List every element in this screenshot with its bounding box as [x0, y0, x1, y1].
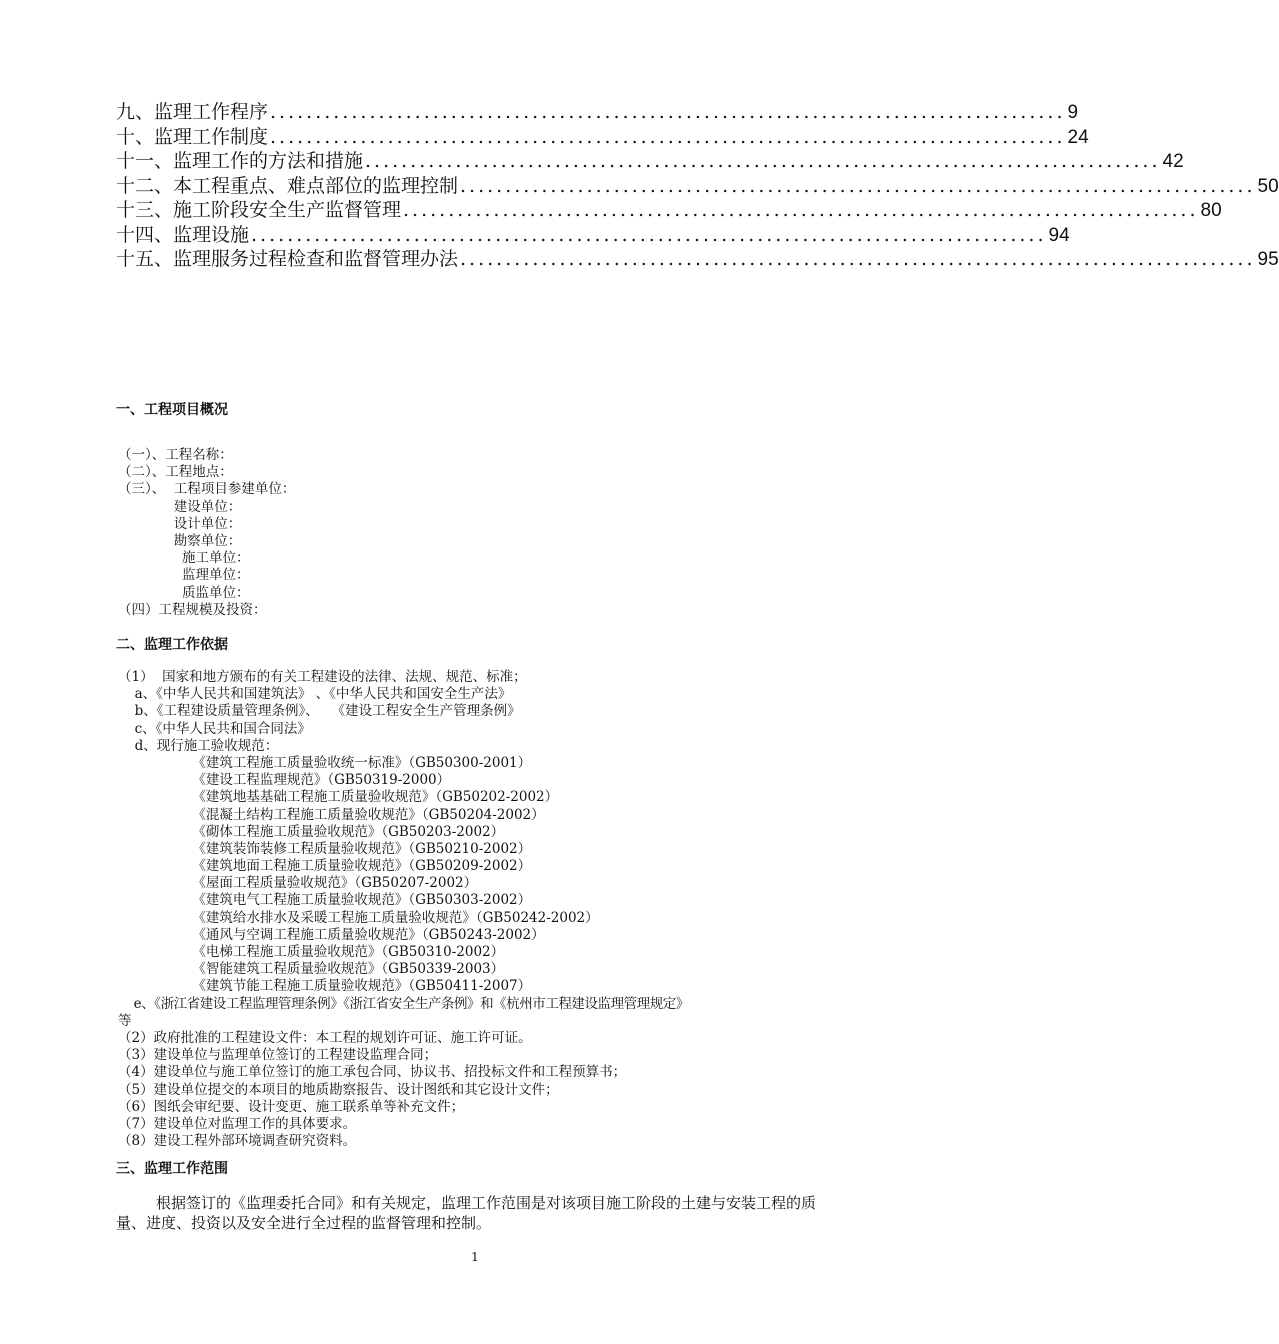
list-item: d、现行施工验收规范：: [126, 737, 279, 754]
list-item: 《建筑工程施工质量验收统一标准》（GB50300-2001）: [158, 754, 532, 771]
list-item: 《建筑给水排水及采暖工程施工质量验收规范》（GB50242-2002）: [158, 909, 599, 926]
list-item: 《屋面工程质量验收规范》（GB50207-2002）: [158, 875, 478, 892]
list-item: 《建筑地基基础工程施工质量验收规范》（GB50202-2002）: [158, 789, 559, 806]
list-item: 监理单位：: [152, 567, 250, 584]
list-item: 《建筑电气工程施工质量验收规范》（GB50303-2002）: [158, 892, 532, 909]
list-item: c、《中华人民共和国合同法》: [126, 720, 311, 737]
section-heading: 一、工程项目概况: [116, 402, 228, 418]
list-item: 等: [118, 1012, 132, 1029]
list-item: 《砌体工程施工质量验收规范》（GB50203-2002）: [158, 823, 505, 840]
toc-entry[interactable]: [116, 198, 1222, 223]
toc-leader-dots: ........................................................................................: [403, 199, 1199, 221]
toc-entry-title: 十三、施工阶段安全生产监督管理: [116, 199, 402, 221]
list-item: （7）建设单位对监理工作的具体要求。: [118, 1115, 357, 1132]
list-item: a、《中华人民共和国建筑法》 、《中华人民共和国安全生产法》: [126, 686, 512, 703]
list-item: 勘察单位：: [148, 532, 242, 549]
toc-entry-page: 80: [1200, 200, 1222, 221]
list-item: 《通风与空调工程施工质量验收规范》（GB50243-2002）: [158, 926, 545, 943]
toc-entry[interactable]: [116, 149, 1184, 174]
list-item: 《建筑节能工程施工质量验收规范》（GB50411-2007）: [158, 978, 532, 995]
list-item: 施工单位：: [152, 550, 250, 567]
list-item: （5）建设单位提交的本项目的地质勘察报告、设计图纸和其它设计文件；: [118, 1081, 559, 1098]
toc-entry-title: 十二、本工程重点、难点部位的监理控制: [116, 174, 459, 197]
list-item: （四）工程规模及投资：: [118, 601, 267, 618]
list-item: （6）图纸会审纪要、设计变更、施工联系单等补充文件；: [118, 1098, 465, 1115]
toc-entry-title: 十、监理工作制度: [116, 125, 269, 148]
toc-entry[interactable]: [116, 125, 1089, 150]
toc-entry-page: 95: [1257, 249, 1279, 270]
toc-entry[interactable]: [116, 174, 1279, 199]
toc-entry-title: 九、监理工作程序: [116, 101, 269, 123]
list-item: 《智能建筑工程质量验收规范》（GB50339-2003）: [158, 961, 505, 978]
toc-entry-title: 十四、监理设施: [116, 223, 250, 246]
toc-leader-dots: ........................................................................................: [251, 223, 1047, 246]
list-item: （一）、工程名称：: [118, 447, 233, 463]
toc-entry-page: 50: [1257, 175, 1279, 197]
toc-leader-dots: ........................................................................................: [270, 125, 1066, 148]
list-item: 《建设工程监理规范》（GB50319-2000）: [158, 772, 451, 789]
list-item: e、《浙江省建设工程监理管理条例》《浙江省安全生产条例》和《杭州市工程建设监理管理规定》: [126, 995, 689, 1012]
page-number: 1: [471, 1250, 479, 1264]
list-item: 《混凝土结构工程施工质量验收规范》（GB50204-2002）: [158, 806, 545, 823]
list-item: （4）建设单位与施工单位签订的施工承包合同、协议书、招投标文件和工程预算书；: [118, 1064, 627, 1081]
scope-paragraph: [116, 1193, 832, 1233]
toc-entry[interactable]: [116, 247, 1279, 272]
list-item: （三）、 工程项目参建单位：: [118, 481, 296, 498]
toc-leader-dots: ........................................................................................: [270, 101, 1066, 123]
toc-entry[interactable]: [116, 223, 1070, 248]
list-item: 《建筑装饰装修工程质量验收规范》（GB50210-2002）: [158, 840, 532, 857]
toc-entry-page: 9: [1067, 102, 1079, 123]
list-item: （1） 国家和地方颁布的有关工程建设的法律、法规、规范、标准；: [118, 669, 527, 685]
list-item: 建设单位：: [148, 498, 242, 515]
toc-entry-page: 42: [1162, 151, 1184, 172]
toc-entry-page: 94: [1048, 224, 1070, 246]
toc-entry-title: 十五、监理服务过程检查和监督管理办法: [116, 248, 459, 270]
section-heading: 二、监理工作依据: [116, 637, 228, 653]
list-item: （二）、工程地点：: [118, 464, 233, 481]
basis-list: [118, 669, 689, 1150]
toc-entry[interactable]: [116, 100, 1079, 125]
toc-leader-dots: ........................................................................................: [460, 248, 1256, 270]
list-item: 设计单位：: [148, 515, 242, 532]
list-item: （3）建设单位与监理单位签订的工程建设监理合同；: [118, 1047, 438, 1064]
list-item: 质监单位：: [152, 584, 250, 601]
toc-entry-page: 24: [1067, 126, 1089, 148]
list-item: 《电梯工程施工质量验收规范》（GB50310-2002）: [158, 944, 505, 960]
list-item: 《建筑地面工程施工质量验收规范》（GB50209-2002）: [158, 858, 532, 875]
project-overview-list: [118, 447, 295, 619]
list-item: （8）建设工程外部环境调查研究资料。: [118, 1133, 357, 1150]
list-item: （2）政府批准的工程建设文件：本工程的规划许可证、施工许可证。: [118, 1029, 532, 1046]
list-item: b、《工程建设质量管理条例》、 《建设工程安全生产管理条例》: [126, 703, 521, 720]
section-heading: 三、监理工作范围: [116, 1161, 228, 1177]
toc-leader-dots: ........................................................................................: [365, 150, 1161, 172]
table-of-contents: [116, 100, 1279, 272]
paragraph-text: 根据签订的《监理委托合同》和有关规定，监理工作范围是对该项目施工阶段的土建与安装工程的质量、进度、投资以及安全进行全过程的监督管理和控制。: [116, 1194, 817, 1232]
toc-leader-dots: ........................................................................................: [460, 174, 1256, 197]
toc-entry-title: 十一、监理工作的方法和措施: [116, 150, 364, 172]
